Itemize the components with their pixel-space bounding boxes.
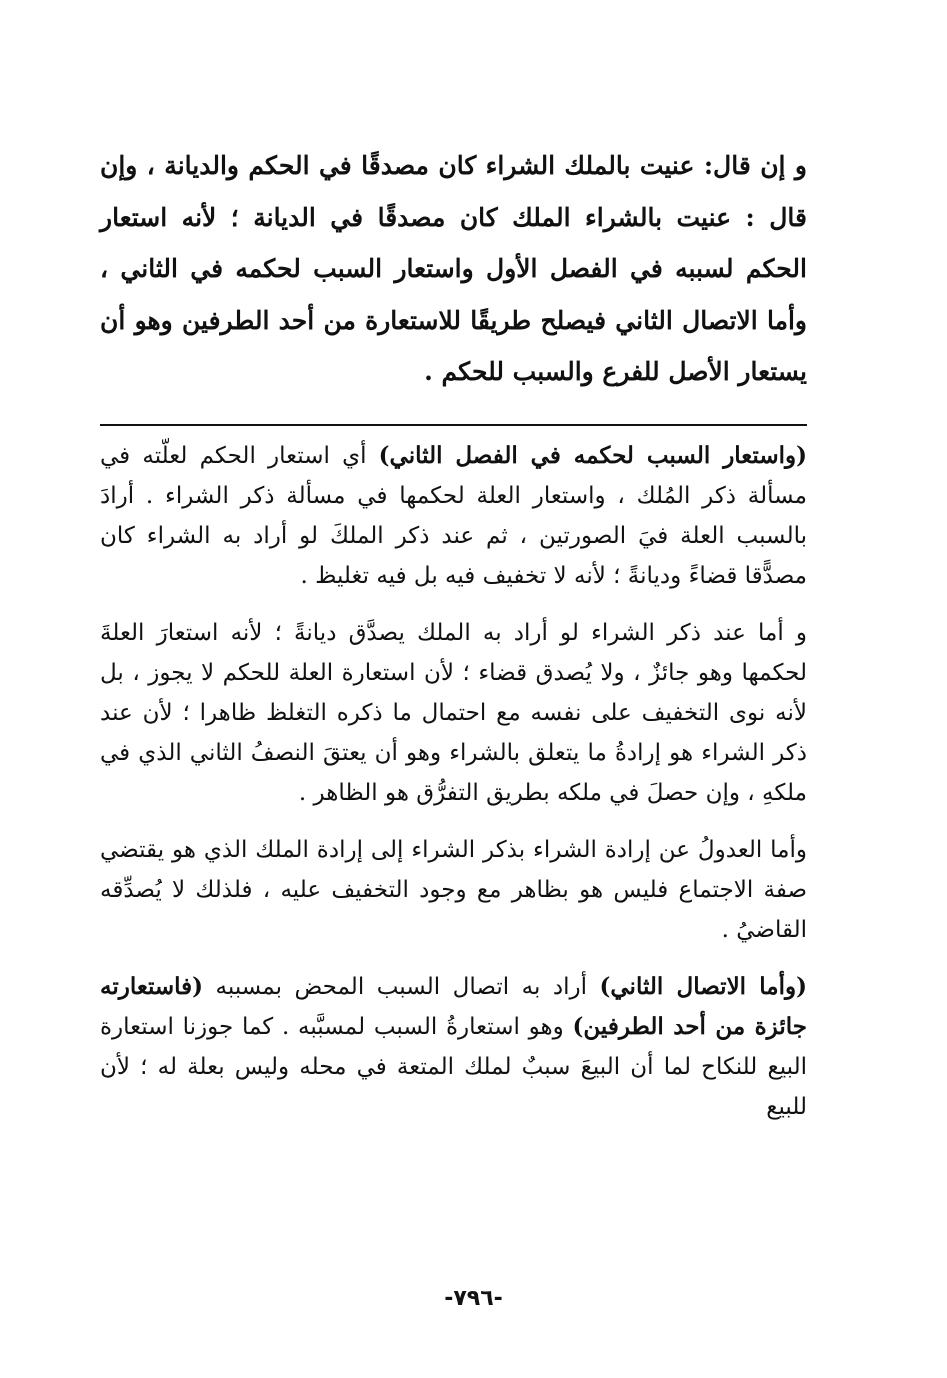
quoted-matn: (وأما الاتصال الثاني)	[599, 972, 807, 1000]
matn-paragraph	[100, 140, 807, 398]
sharh-paragraph-2	[100, 613, 807, 813]
separator-line	[100, 424, 807, 426]
sharh-paragraph-3	[100, 830, 807, 950]
sharh-paragraph-4	[100, 967, 807, 1127]
page-number: -٧٩٦-	[444, 1286, 503, 1311]
commentary-text: أراد به اتصال السبب المحض بمسببه	[203, 973, 600, 1000]
commentary-text: وهو استعارةُ السبب لمسبَّبه . كما جوزنا استعارة البيع للنكاح لما أن البيعَ سببٌ لملك المتعة في محله وليس بعلة له ؛ لأن للبيع	[100, 1013, 807, 1120]
sharh-paragraph-1	[100, 436, 807, 596]
quoted-matn: (واستعار السبب لحكمه في الفصل الثاني)	[378, 441, 807, 469]
quoted-matn: (فاستعارته جائزة من أحد الطرفين)	[100, 972, 807, 1040]
commentary-text: أي استعار الحكم لعلّته في مسألة ذكر المُلك ، واستعار العلة لحكمها في مسألة ذكر الشراء . أرادَ بالسبب العلة فيَ الصورتين ، ثم عند ذكر الملكَ لو أراد به الشراء كان مصدًّقا قضاءً وديانةً ؛ لأنه لا تخفيف فيه بل فيه تغليظ .	[100, 442, 807, 589]
commentary-text: وأما العدولُ عن إرادة الشراء بذكر الشراء إلى إرادة الملك الذي هو يقتضي صفة الاجتماع فليس هو بظاهر مع وجود التخفيف عليه ، فلذلك لا يُصدِّقه القاضيُ .	[100, 836, 807, 943]
commentary-text: و أما عند ذكر الشراء لو أراد به الملك يصدَّق ديانةً ؛ لأنه استعارَ العلةَ لحكمها وهو جائزٌ ، ولا يُصدق قضاء ؛ لأن استعارة العلة للحكم لا يجوز ، بل لأنه نوى التخفيف على نفسه مع احتمال ما ذكره التغلظ ظاهرا ؛ لأن عند ذكر الشراء هو إرادةُ ما يتعلق بالشراء وهو أن يعتقَ النصفُ الثاني الذي في ملكهِ ، وإن حصلَ في ملكه بطريق التفرُّق هو الظاهر .	[100, 619, 807, 806]
page-body	[100, 140, 807, 1144]
matn-text: و إن قال: عنيت بالملك الشراء كان مصدقًا في الحكم والديانة ، وإن قال : عنيت بالشراء الملك كان مصدقًا في الديانة ؛ لأنه استعار الحكم لسببه في الفصل الأول واستعار السبب لحكمه في الثاني ، وأما الاتصال الثاني فيصلح طريقًا للاستعارة من أحد الطرفين وهو أن يستعار الأصل للفرع والسبب للحكم .	[100, 151, 807, 386]
